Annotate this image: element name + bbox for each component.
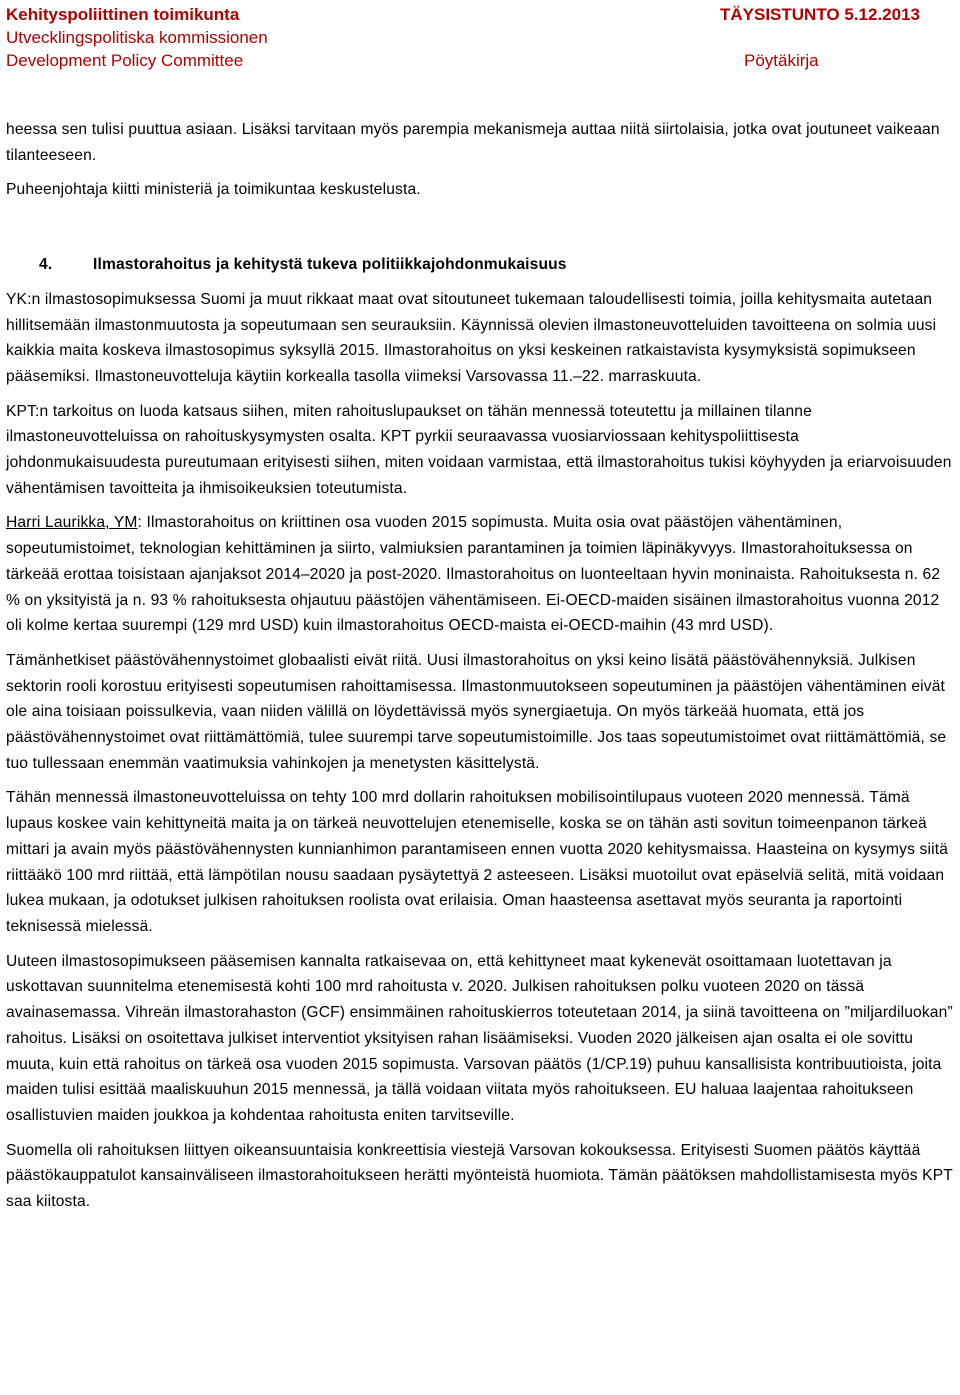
- paragraph-kpt-purpose: KPT:n tarkoitus on luoda katsaus siihen, miten rahoituslupaukset on tähän mennessä toteutettu ja millainen tilanne ilmastoneuvotteluissa on rahoituskysymysten osalta. KPT pyrkii seuraavassa vuosiarviossaan kehityspoliittisesta johdonmukaisuudesta pureutumaan erityisesti siihen, miten voidaan varmistaa, että ilmastorahoitus tukisi köyhyyden ja eriarvoisuuden vähentämisen tavoitteita ja ihmisoikeuksien toteutumista.: [6, 402, 952, 497]
- section-heading: [6, 252, 954, 278]
- committee-name-sv: Utvecklingspolitiska kommissionen: [6, 28, 268, 47]
- section-number: 4.: [39, 256, 53, 274]
- paragraph-new-agreement: Uuteen ilmastosopimukseen pääsemisen kannalta ratkaisevaa on, että kehittyneet maat kykenevät osoittamaan luotettavan ja uskottavan suunnitelma etenemisestä kohti 100 mrd rahoitusta v. 2020. Julkisen rahoituksen polku vuoteen 2020 on tässä avainasemassa. Vihreän ilmastorahaston (GCF) ensimmäinen rahoituskierros toteutetaan 2014, ja siinä tavoitteena on ”miljardiluokan” rahoitus. Lisäksi on osoitettava julkiset interventiot yksityisen rahan lisäämiseksi. Vuoden 2020 jälkeisen ajan osalta ei ole sovittu muuta, kuin että rahoitus on tärkeä osa vuoden 2015 sopimusta. Varsovan päätös (1/CP.19) puhuu kansallisista kontribuutioista, joita maiden tulisi esittää maaliskuuhun 2015 mennessä, ja tällä voidaan viitata myös rahoitukseen. EU haluaa laajentaa rahoitukseen osallistuvien maiden joukkoa ja kohdentaa rahoitusta eniten tarvitseville.: [6, 952, 953, 1124]
- speaker-text: : Ilmastorahoitus on kriittinen osa vuoden 2015 sopimusta. Muita osia ovat päästöjen vähentäminen, sopeutumistoimet, teknologian kehittäminen ja siirto, valmiuksien parantaminen ja toimien läpinäkyvyys. Ilmastorahoituksessa on tärkeää erottaa toisistaan ajanjaksot 2014–2020 ja post-2020. Ilmastorahoitus on luonteeltaan hyvin moninaista. Rahoituksesta n. 62 % on yksityistä ja n. 93 % rahoituksesta ohjautuu päästöjen vähentämiseen. Ei-OECD-maiden sisäinen ilmastorahoitus vuonna 2012 oli kolme kertaa suurempi (129 mrd USD) kuin ilmastorahoitus OECD-maista ei-OECD-maihin (43 mrd USD).: [6, 514, 941, 635]
- paragraph-emission-measures: Tämänhetkiset päästövähennystoimet globaalisti eivät riitä. Uusi ilmastorahoitus on yksi keino lisätä päästövähennyksiä. Julkisen sektorin rooli korostuu erityisesti sopeutumisen rahoittamisessa. Ilmastonmuutokseen sopeutuminen ja päästöjen vähentäminen eivät ole aina toisiaan poissulkevia, vaan niiden välillä on löydettävissä myös synergiaetuja. On myös tärkeää huomata, että jos päästövähennystoimet ovat riittämättömiä, tulee suurempi tarve sopeutumistoimille. Jos taas sopeutumistoimet ovat riittämättömiä, se tuo tullessaan enemmän vaatimuksia vahinkojen ja menetysten käsittelystä.: [6, 651, 947, 772]
- page-header: [0, 0, 960, 80]
- paragraph-finance-pledge: Tähän mennessä ilmastoneuvotteluissa on tehty 100 mrd dollarin rahoituksen mobilisointilupaus vuoteen 2020 mennessä. Tämä lupaus koskee vain kehittyneitä maita ja on tärkeä neuvottelujen etenemiselle, koska se on tähän asti sovitun toimeenpanon tärkeä mittari ja avain myös päästövähennysten kunnianhimon parantamiseen ennen vuotta 2020 kehitysmaissa. Haasteina on kysymys siitä riittääkö 100 mrd riittää, että lämpötilan nousu saadaan pysäytettyä 2 asteeseen. Lisäksi muotoilut ovat epäselviä selitä, mitä voidaan lukea mukaan, ja odotukset julkisen rahoituksen roolista ovat erilaisia. Oman haasteensa asettavat myös seuranta ja raportointi teknisessä mielessä.: [6, 789, 949, 935]
- section-title: Ilmastorahoitus ja kehitystä tukeva politiikkajohdonmukaisuus: [93, 256, 567, 274]
- chair-thanks-paragraph: Puheenjohtaja kiitti ministeriä ja toimikuntaa keskustelusta.: [6, 181, 421, 199]
- document-body: [6, 117, 954, 1224]
- document-type: Pöytäkirja: [744, 51, 819, 70]
- meeting-title: TÄYSISTUNTO 5.12.2013: [720, 5, 920, 24]
- paragraph-climate-agreement: YK:n ilmastosopimuksessa Suomi ja muut rikkaat maat ovat sitoutuneet tukemaan taloudellisesti toimia, joilla kehitysmaita autetaan hillitsemään ilmastonmuutosta ja sopeutumaan sen seurauksiin. Käynnissä olevien ilmastoneuvotteluiden tavoitteena on solmia uusi kaikkia maita koskeva ilmastosopimus syksyllä 2015. Ilmastorahoitus on yksi keskeinen ratkaistavista kysymyksistä sopimukseen pääsemiksi. Ilmastoneuvotteluja käytiin korkealla tasolla viimeksi Varsovassa 11.–22. marraskuuta.: [6, 290, 937, 385]
- paragraph-laurikka-statement: [6, 510, 954, 639]
- committee-name-en: Development Policy Committee: [6, 51, 244, 70]
- speaker-name: Harri Laurikka, YM: [6, 514, 138, 532]
- committee-name-fi: Kehityspoliittinen toimikunta: [6, 5, 240, 24]
- intro-paragraph-continuation: heessa sen tulisi puuttua asiaan. Lisäksi tarvitaan myös parempia mekanismeja auttaa niitä siirtolaisia, jotka ovat joutuneet vaikeaan tilanteeseen.: [6, 121, 940, 164]
- paragraph-finland-messages: Suomella oli rahoituksen liittyen oikeansuuntaisia konkreettisia viestejä Varsovan kokouksessa. Erityisesti Suomen päätös käyttää päästökauppatulot kansainväliseen ilmastorahoitukseen herätti myönteistä huomiota. Tämän päätöksen mahdollistamisesta myös KPT saa kiitosta.: [6, 1141, 953, 1211]
